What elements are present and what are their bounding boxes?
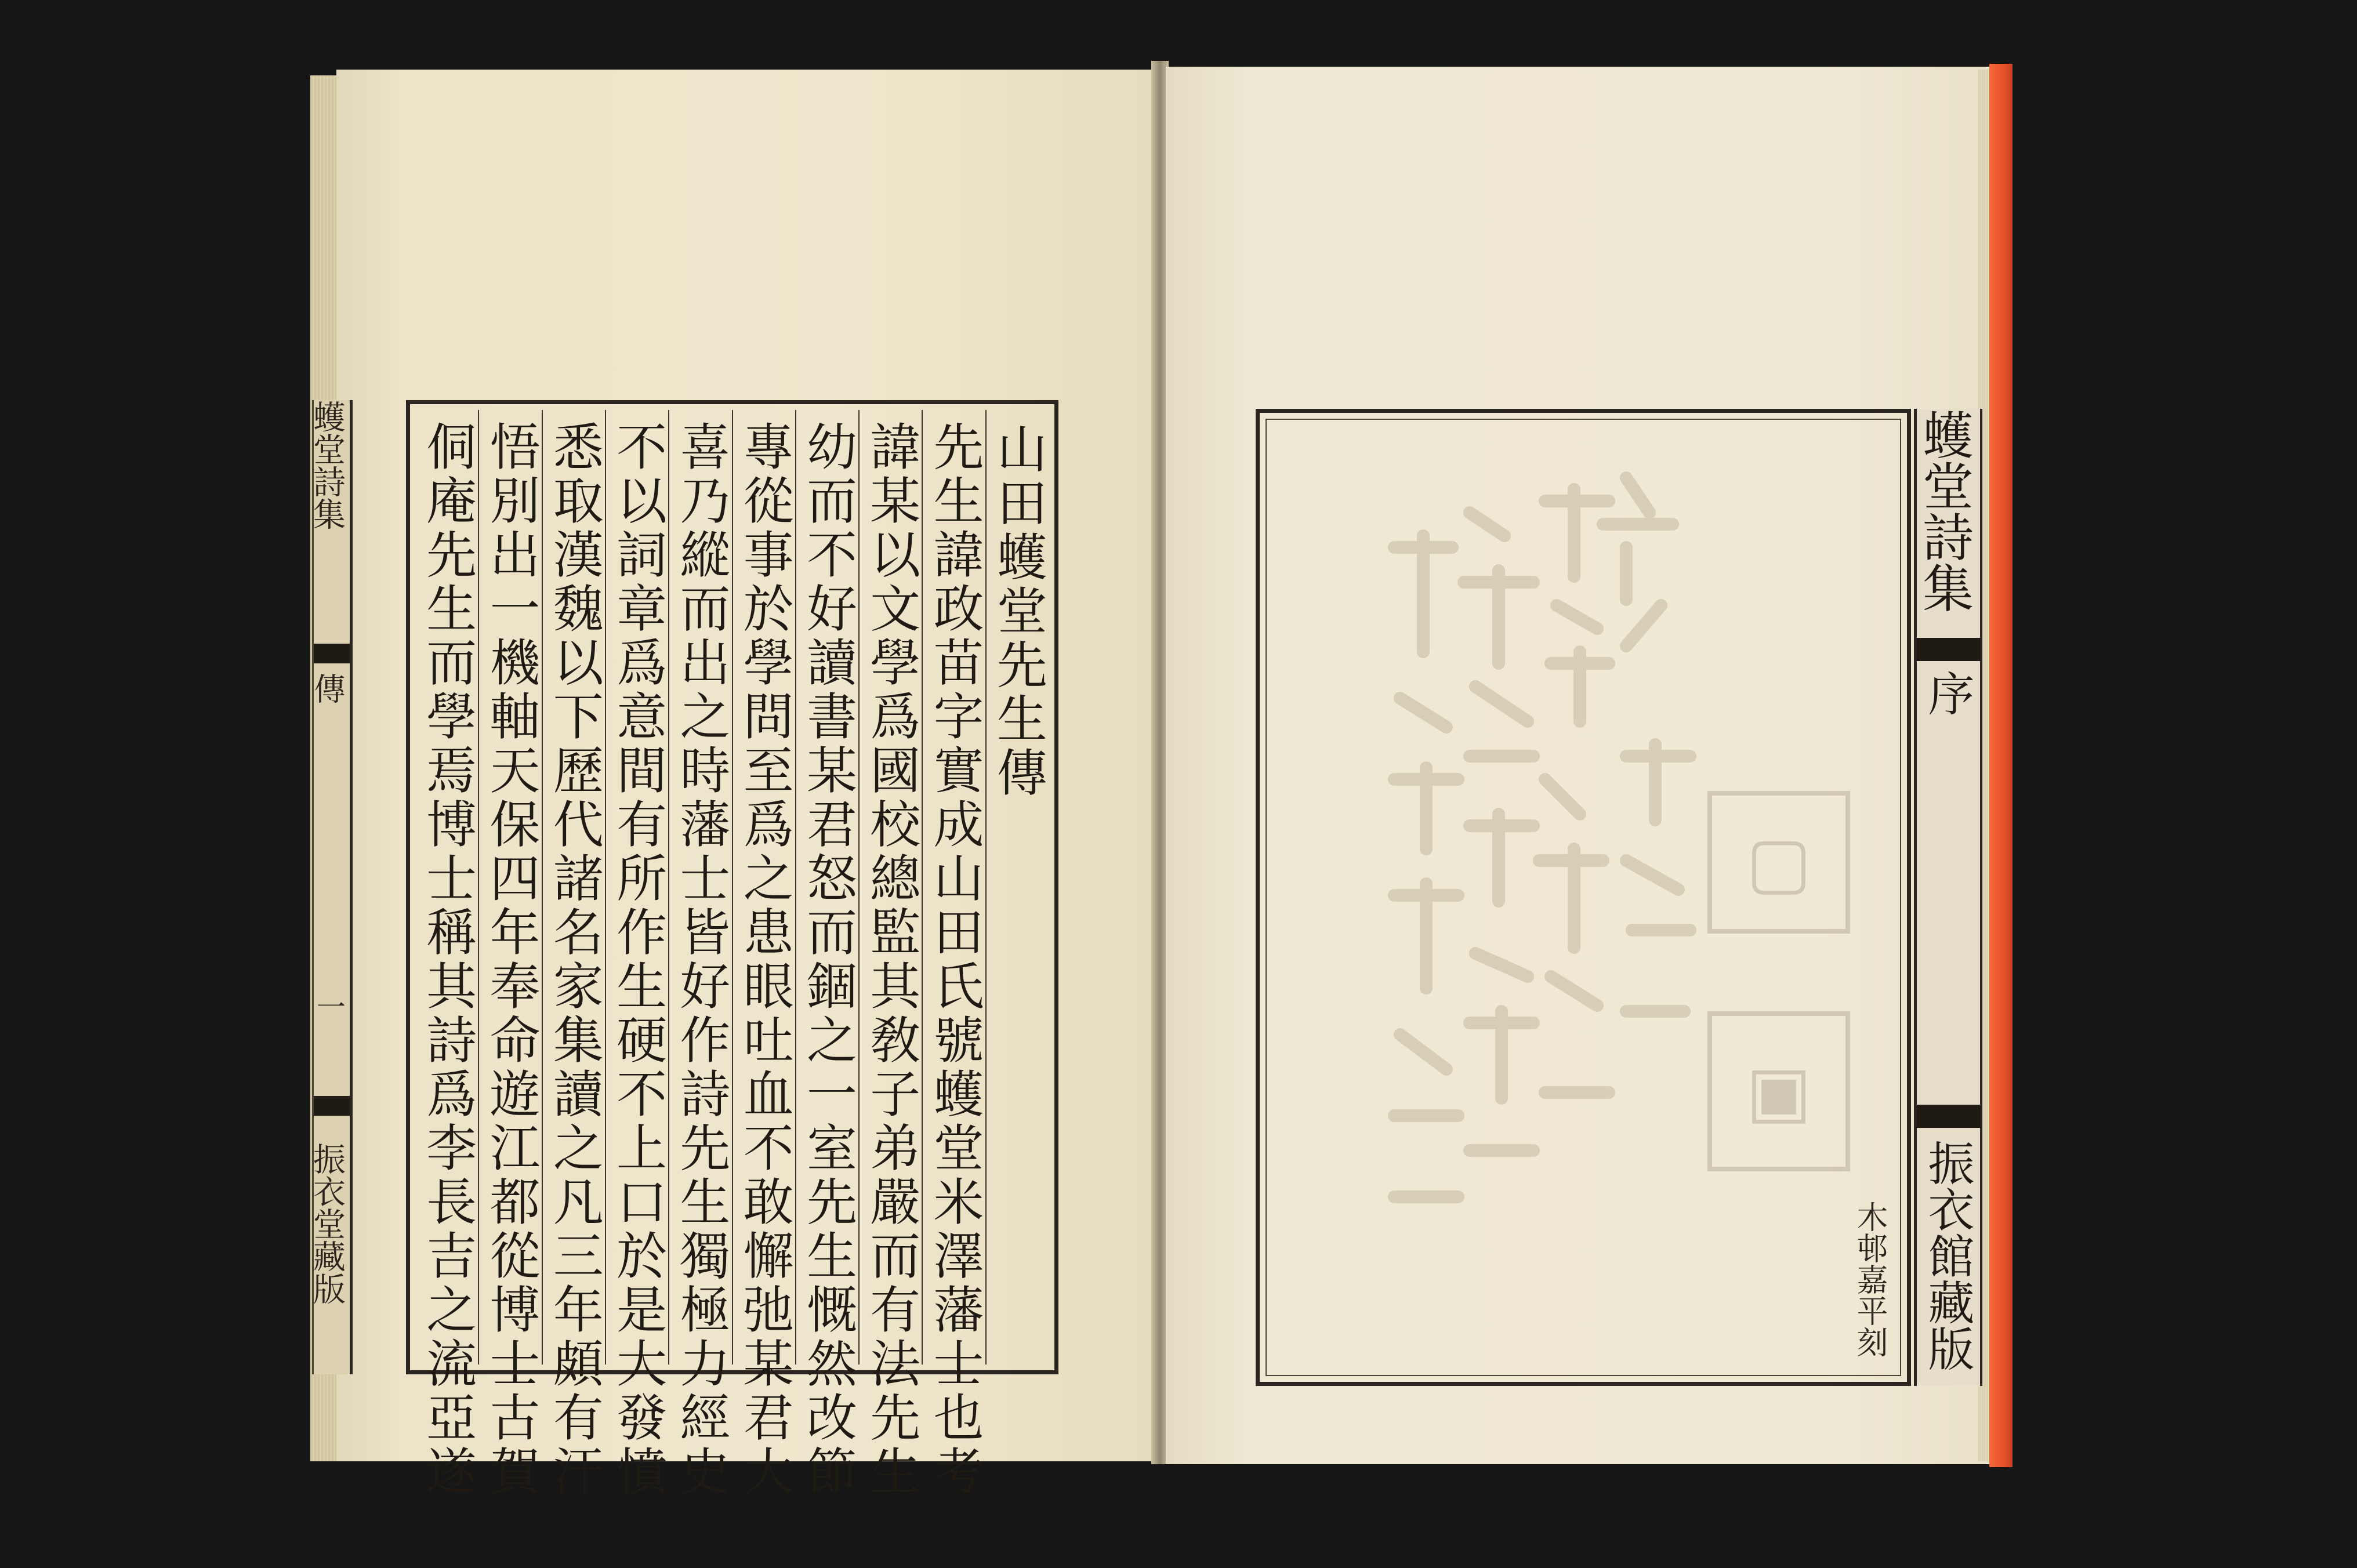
carver-credit: 木邨嘉平刻 <box>1852 1201 1888 1358</box>
left-page-margin-column <box>308 400 353 1374</box>
text-column <box>858 410 922 1499</box>
text-column <box>605 410 668 1499</box>
column-text: 諱某以文學爲國校總監其敎子弟嚴而有法先生 <box>861 420 921 1499</box>
left-margin-folio: 一 <box>312 992 346 1021</box>
right-text-frame <box>1256 409 1911 1386</box>
biography-title: 山田蠖堂先生傳 <box>988 423 1047 800</box>
left-margin-section: 傳 <box>309 673 346 704</box>
right-fishtail-top <box>1917 638 1981 661</box>
text-column <box>922 410 985 1499</box>
right-margin-library: 振衣館藏版 <box>1920 1139 1974 1371</box>
right-margin-section: 序 <box>1920 670 1974 716</box>
text-column-title <box>985 410 1049 1364</box>
column-text: 專從事於學問至爲之患眼吐血不敢懈弛某君大 <box>734 420 794 1499</box>
right-page-margin-column <box>1914 409 1982 1386</box>
column-text: 悟別出一機軸天保四年奉命遊江都從博士古賀 <box>481 420 541 1499</box>
text-column <box>668 410 731 1499</box>
left-margin-library: 振衣堂藏版 <box>308 1142 346 1305</box>
fishtail-mark-top <box>314 644 350 663</box>
text-column <box>478 410 541 1499</box>
orange-cover-edge <box>1989 64 2012 1467</box>
right-margin-title: 蠖堂詩集 <box>1914 409 1974 613</box>
fishtail-mark-bottom <box>314 1096 350 1116</box>
show-through-texture <box>1301 455 1707 1266</box>
column-text: 幼而不好讀書某君怒而錮之一室先生慨然改節 <box>797 420 857 1499</box>
column-text: 喜乃縱而出之時藩士皆好作詩先生獨極力經史 <box>671 420 731 1499</box>
right-frame-inner-border <box>1265 419 1901 1376</box>
column-text: 不以詞章爲意間有所作生硬不上口於是大發憤 <box>608 420 668 1499</box>
text-column <box>416 410 478 1499</box>
left-margin-title: 蠖堂詩集 <box>308 400 346 530</box>
text-column <box>542 410 605 1499</box>
text-column <box>795 410 858 1499</box>
column-text: 先生諱政苗字實成山田氏號蠖堂米澤藩士也考 <box>924 420 984 1499</box>
ghost-seal-upper: ▢ <box>1707 791 1850 934</box>
text-column <box>732 410 795 1499</box>
left-text-columns <box>416 410 1049 1499</box>
column-text: 悉取漢魏以下歷代諸名家集讀之凡三年頗有汗 <box>544 420 604 1499</box>
column-text: 侗庵先生而學焉博士稱其詩爲李長吉之流亞遂 <box>418 420 477 1499</box>
ghost-seal-lower: ▣ <box>1707 1011 1850 1171</box>
right-fishtail-bottom <box>1917 1105 1981 1128</box>
left-text-frame <box>406 400 1058 1499</box>
